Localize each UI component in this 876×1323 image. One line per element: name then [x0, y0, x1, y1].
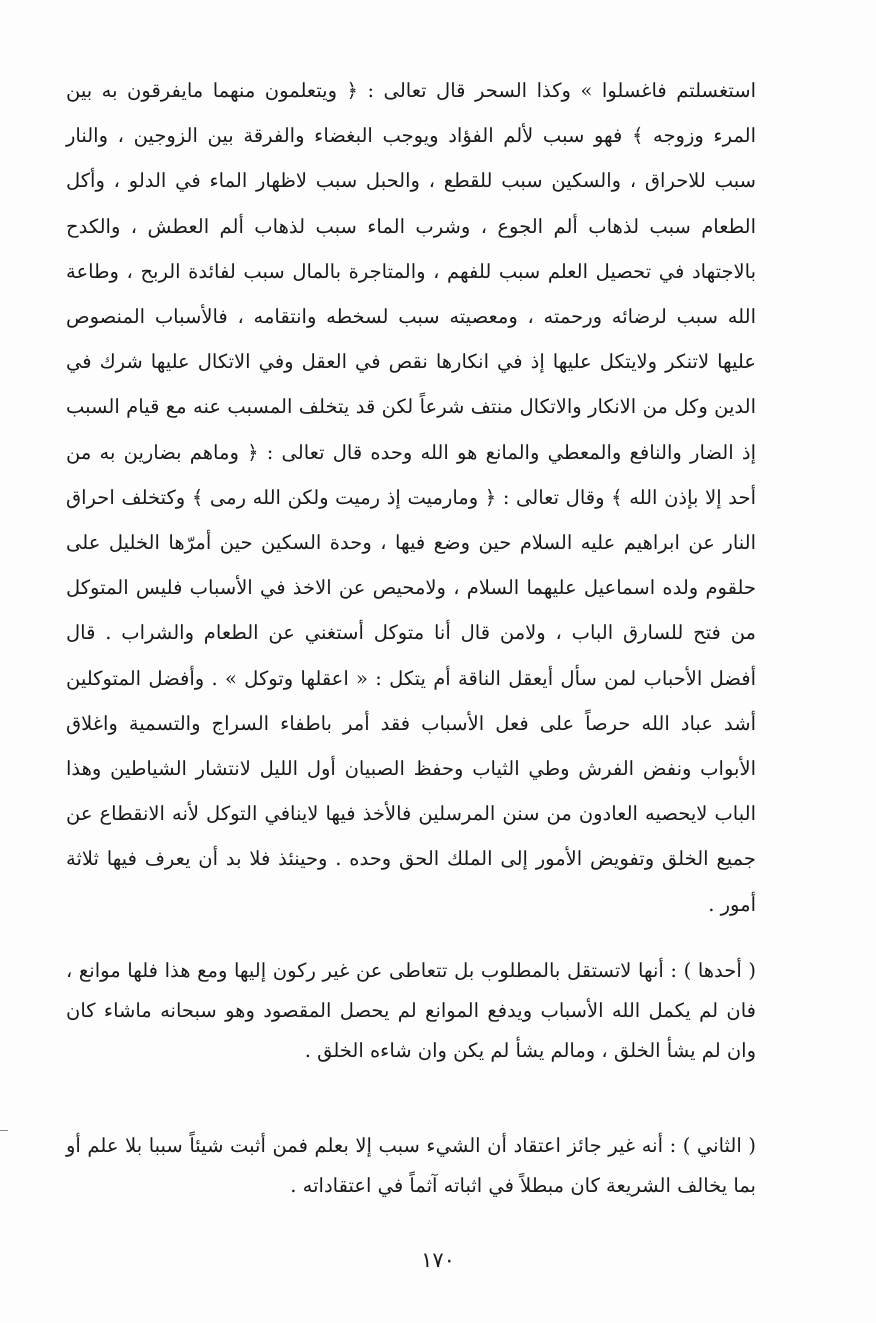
page-number: ١٧٠: [421, 1248, 455, 1272]
second-point-paragraph-block: [66, 1126, 756, 1206]
second-point-paragraph: ( الثاني ) : أنه غير جائز اعتقاد أن الشيء سبب إلا بعلم فمن أثبت شيئاً سببا بلا علم أو بما يخالف الشريعة كان مبطلاً في اثباته آثماً في اعتقاداته .: [66, 1134, 756, 1197]
first-point-paragraph: ( أحدها ) : أنها لاتستقل بالمطلوب بل تتعاطى عن غير ركون إليها ومع هذا فلها موانع ، فان لم يكمل الله الأسباب ويدفع الموانع لم يحصل المقصود وهو سبحانه ماشاء كان وان لم يشأ الخلق ، ومالم يشأ لم يكن وان شاءه الخلق .: [66, 959, 756, 1062]
first-point-paragraph-block: [66, 951, 756, 1071]
main-paragraph: استغسلتم فاغسلوا » وكذا السحر قال تعالى : ﴿ ويتعلمون منهما مايفرقون به بين المرء وزوجه ﴾ فهو سبب لألم الفؤاد ويوجب البغضاء والفرقة بين الزوجين ، والنار سبب للاحراق ، والسكين سبب للقطع ، والحبل سبب لاظهار الماء في الدلو ، وأكل الطعام سبب لذهاب ألم الجوع ، وشرب الماء سبب لذهاب ألم العطش ، والكدح بالاجتهاد في تحصيل العلم سبب للفهم ، والمتاجرة بالمال سبب لفائدة الربح ، وطاعة الله سبب لرضائه ورحمته ، ومعصيته سبب لسخطه وانتقامه ، فالأسباب المنصوص عليها لاتنكر ولايتكل عليها إذ في انكارها نقص في العقل وفي الاتكال عليها شرك في الدين وكل من الانكار والاتكال منتف شرعاً لكن قد يتخلف المسبب عنه مع قيام السبب إذ الضار والنافع والمعطي والمانع هو الله وحده قال تعالى : ﴿ وماهم بضارين به من أحد إلا بإذن الله ﴾ وقال تعالى : ﴿ ومارميت إذ رميت ولكن الله رمى ﴾ وكتخلف احراق النار عن ابراهيم عليه السلام حين وضع فيها ، وحدة السكين حين أمرّها الخليل على حلقوم ولده اسماعيل عليهما السلام ، ولامحيص عن الاخذ في الأسباب فليس المتوكل من فتح للسارق الباب ، ولامن قال أنا متوكل أستغني عن الطعام والشراب . قال أفضل الأحباب لمن سأل أيعقل الناقة أم يتكل : « اعقلها وتوكل » . وأفضل المتوكلين أشد عباد الله حرصاً على فعل الأسباب فقد أمر باطفاء السراج والتسمية واغلاق الأبواب ونفض الفرش وطي الثياب وحفظ الصبيان أول الليل لانتشار الشياطين وهذا الباب لايحصيه العادون من سنن المرسلين فالأخذ فيها لاينافي التوكل لأنه الانقطاع عن جميع الخلق وتفويض الأمور إلى الملك الحق وحده . وحينئذ فلا بد أن يعرف فيها ثلاثة أمور .: [66, 79, 756, 916]
main-text-block: [66, 68, 756, 927]
margin-scan-mark: [0, 1130, 8, 1131]
